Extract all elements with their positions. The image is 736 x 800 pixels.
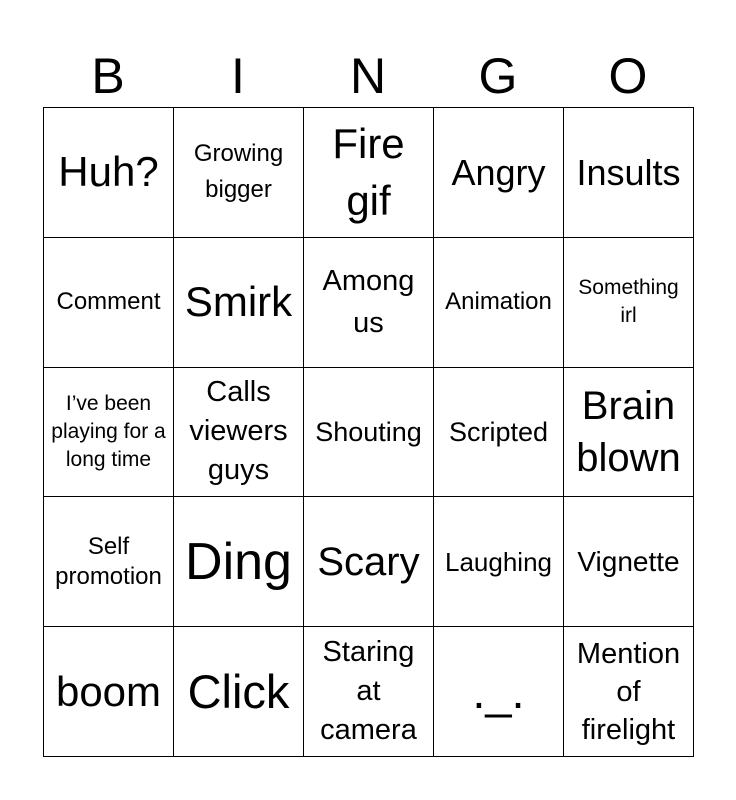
bingo-cell[interactable]	[564, 367, 694, 497]
cell-text: Click	[187, 664, 290, 718]
cell-text: Angry	[451, 151, 546, 193]
cell-text: Fire gif	[332, 120, 405, 225]
bingo-cell[interactable]	[434, 497, 564, 627]
cell-text: I’ve been playing for a long time	[51, 391, 166, 471]
cell-text: Laughing	[445, 546, 552, 577]
bingo-cell[interactable]	[44, 497, 174, 627]
bingo-row	[44, 627, 694, 757]
header-letter-o: O	[608, 48, 648, 104]
bingo-card	[43, 107, 694, 757]
cell-text: Smirk	[184, 278, 293, 326]
cell-text: ._.	[472, 664, 525, 718]
cell-text: Among us	[322, 265, 415, 340]
bingo-cell[interactable]	[174, 497, 304, 627]
bingo-cell[interactable]	[434, 237, 564, 367]
bingo-cell[interactable]	[174, 237, 304, 367]
cell-text: Something irl	[578, 276, 679, 328]
bingo-cell[interactable]	[44, 627, 174, 757]
bingo-cell[interactable]	[434, 367, 564, 497]
bingo-cell[interactable]	[564, 237, 694, 367]
cell-text: Comment	[56, 288, 161, 316]
cell-text: Insults	[576, 151, 681, 193]
cell-text: Huh?	[58, 148, 159, 196]
cell-text: Calls viewers guys	[189, 376, 288, 487]
bingo-cell[interactable]	[44, 367, 174, 497]
header-letter-b: B	[91, 48, 125, 104]
cell-text: boom	[55, 667, 162, 715]
header-letter-n: N	[349, 48, 387, 104]
cell-text: Self promotion	[55, 532, 162, 590]
bingo-cell[interactable]	[304, 497, 434, 627]
bingo-cell[interactable]	[174, 108, 304, 238]
cell-text: Ding	[185, 532, 292, 591]
bingo-header	[43, 46, 693, 106]
bingo-cell[interactable]	[434, 627, 564, 757]
bingo-cell[interactable]	[564, 497, 694, 627]
bingo-cell[interactable]	[304, 367, 434, 497]
cell-text: Growing bigger	[193, 140, 284, 204]
bingo-cell[interactable]	[564, 627, 694, 757]
cell-text: Scary	[317, 539, 420, 584]
bingo-cell[interactable]	[44, 237, 174, 367]
header-letter-i: I	[231, 48, 245, 104]
bingo-cell[interactable]	[304, 627, 434, 757]
bingo-cell[interactable]	[304, 237, 434, 367]
bingo-cell[interactable]	[174, 627, 304, 757]
bingo-cell[interactable]	[44, 108, 174, 238]
bingo-row	[44, 108, 694, 238]
bingo-cell[interactable]	[304, 108, 434, 238]
cell-text: Vignette	[577, 545, 680, 577]
bingo-row	[44, 237, 694, 367]
bingo-cell[interactable]	[564, 108, 694, 238]
cell-text: Scripted	[448, 416, 549, 447]
bingo-cell[interactable]	[434, 108, 564, 238]
bingo-cell[interactable]	[174, 367, 304, 497]
cell-text: Shouting	[315, 416, 422, 447]
bingo-row	[44, 497, 694, 627]
header-letter-g: G	[478, 48, 518, 104]
cell-text: Brain blown	[576, 383, 681, 480]
cell-text: Mention of firelight	[576, 637, 681, 746]
bingo-row	[44, 367, 694, 497]
cell-text: Staring at camera	[320, 636, 417, 747]
cell-text: Animation	[445, 288, 552, 316]
